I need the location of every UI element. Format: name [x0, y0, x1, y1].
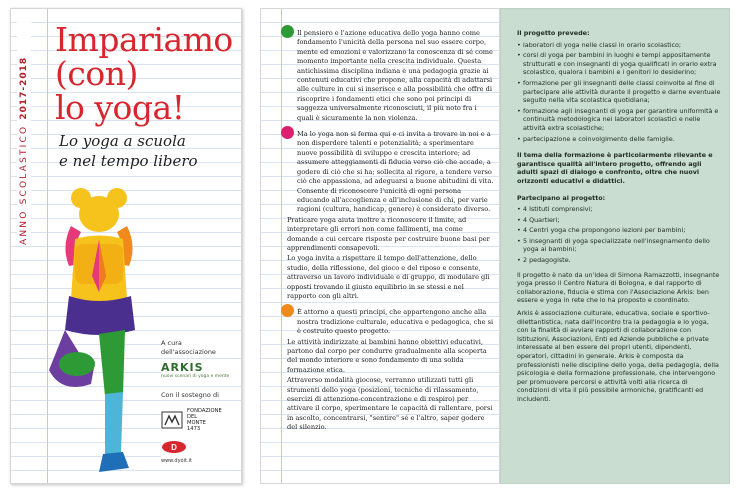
- svg-text:D: D: [171, 443, 177, 452]
- paragraph-project: [287, 308, 495, 432]
- school-year-text: ANNO SCOLASTICO: [19, 124, 29, 245]
- a-cura-label: A cura: [161, 339, 241, 348]
- info-panel: [500, 8, 730, 484]
- yoga-figure-illustration: [39, 184, 159, 484]
- fondazione-line-2: DEL: [187, 414, 198, 420]
- paragraph-potential: [287, 130, 495, 301]
- list-item: • 4 Istituti comprensivi;: [517, 205, 721, 214]
- margin-line: [281, 9, 282, 483]
- credits-block: [161, 339, 241, 466]
- training-statement: Il tema della formazione è particolarmente rilevante e garantisce qualità all'intero progetto, offrendo agli adulti spazi di dialogo e confronto, oltre che nuovi orizzonti educativi e didattici.: [517, 151, 713, 185]
- cover-panel: [10, 8, 242, 484]
- fondazione-text: [187, 408, 222, 432]
- paragraph-text: Le attività indirizzate ai bambini hanno obiettivi educativi, partono dal corpo per condurre gradualmente alla scoperta del mondo interiore e sono fondamento di una solida formazione etica.: [287, 337, 487, 374]
- fondazione-logo: [161, 408, 241, 432]
- paragraph-text: Il pensiero e l'azione educativa dello yoga hanno come fondamento l'unicità della persona nel suo essere corpo, mente ed emozioni e valorizzano la conoscenza di sé come momento importante nella crescita individuale. Questa antichissima disciplina indiana è una pedagogia grazie ai contenuti educativi che propone, alla capacità di adattarsi alle culture in cui si inserisce e alla possibilità che offre di riscoprire i fondamenti etici che sono poi principi di saggezza universalmente riconosciuti, il più noto fra i quali è sicuramente la non violenza.: [297, 29, 493, 122]
- list-item: • formazione agli insegnanti di yoga per garantire uniformità e continuità metodologica nei laboratori scolastici e nelle attività extra scolastiche;: [517, 107, 721, 133]
- year-text: 2017-2018: [19, 56, 29, 120]
- paragraph-text: Lo yoga invita a rispettare il tempo dell'attenzione, dello studio, della riflessione, del gioco e del riposo e consente, attraverso un lavoro individuale e di gruppo, di modulare gli opposti trovando il giusto equilibrio in se stessi e nel rapporto con gli altri.: [287, 254, 490, 300]
- paragraph-principles: [287, 29, 495, 123]
- fondazione-line-1: FONDAZIONE: [187, 408, 222, 414]
- project-heading: Il progetto prevede:: [517, 29, 590, 37]
- fondazione-year: 1473: [187, 426, 201, 432]
- title-line-1: Impariamo: [55, 20, 233, 59]
- paragraph-text: È attorno a questi principi, che appartengono anche alla nostra tradizione culturale, educativa e pedagogica, che si è costruito questo progetto.: [297, 308, 494, 336]
- subtitle-line-1: Lo yoga a scuola: [59, 132, 186, 150]
- dyoit-emblem-icon: [161, 440, 187, 454]
- arkis-tagline: nuovi scenari di yoga e mente: [161, 374, 230, 379]
- association-label: dell'associazione: [161, 348, 241, 357]
- subtitle-line-2: e nel tempo libero: [59, 152, 198, 170]
- list-item: • 5 insegnanti di yoga specializzate nell'insegnamento dello yoga ai bambini;: [517, 237, 721, 254]
- project-list: [517, 41, 721, 144]
- list-item: • 4 Quartieri;: [517, 216, 721, 225]
- pink-dot-icon: [281, 126, 294, 139]
- dyoit-logo: [161, 440, 241, 466]
- cover-title: [55, 20, 242, 127]
- origin-paragraph: Il progetto è nato da un'idea di Simona Ramazzotti, insegnante yoga presso il Centro Natura di Bologna, e dal rapporto di collaborazione, fiducia e stima con l'Associazione Arkis: ben essere e yoga in rete che lo ha proposto e coordinato.: [517, 270, 720, 305]
- participants-list: [517, 205, 721, 265]
- cover-subtitle: [59, 131, 239, 171]
- green-dot-icon: [281, 25, 294, 38]
- arkis-paragraph: Arkis è associazione culturale, educativa, sociale e sportivo-dilettantistica, nata dall'incontro tra la pedagogia e lo yoga, con la finalità di avviare rapporti di collaborazione con Istituzioni, Associazioni, Enti ed Aziende pubbliche e private interessate al ben essere dei propri utenti, dipendenti, operatori, cittadini in generale. Arkis è composta da professionisti nelle discipline dello yoga, della pedagogia, della psicologia e della formazione professionale, che intervengono per promuovere percorsi e attività volti alla ricerca di condizioni di vita il più possibile armoniche, gratificanti ed includenti.: [517, 309, 719, 403]
- title-line-3: lo yoga!: [55, 88, 185, 127]
- participants-heading: Partecipano al progetto:: [517, 193, 606, 202]
- fondazione-line-3: MONTE: [187, 420, 206, 426]
- school-year-label: [17, 15, 31, 245]
- fondazione-emblem-icon: [161, 411, 183, 429]
- list-item: • laboratori di yoga nelle classi in orario scolastico;: [517, 41, 721, 50]
- paragraph-text: Ma lo yoga non si ferma qui e ci invita a trovare in noi e a non disperdere talenti e potenzialità; a sperimentare nuove possibilità di sviluppo e crescita interiore; ad assumere atteggiamenti di fiducia verso ciò che accade, a godere di ciò che si ha; sollecita al rigore, a tendere verso ciò che appassiona, ad adeguarsi a buone abitudini di vita. Consente di riconoscere l'unicità di ogni persona educando all'accoglienza e all'inclusione di chi, per varie ragioni (cultura, handicap, genere) è considerato diverso.: [297, 130, 494, 214]
- support-label: Con il sostegno di: [161, 391, 241, 400]
- dyoit-url: www.dyoit.it: [161, 458, 192, 464]
- list-item: • 2 pedagogiste.: [517, 256, 721, 265]
- title-line-2: (con): [55, 54, 138, 93]
- paragraph-text: Praticare yoga aiuta inoltre a riconoscere il limite, ad interpretare gli errori non come fallimenti, ma come domande a cui cercare risposte per costruire buone basi per apprendimenti consapevoli.: [287, 215, 490, 252]
- arkis-logo: [161, 363, 241, 381]
- text-panel: [260, 8, 500, 484]
- arkis-name: ARKIS: [161, 361, 204, 374]
- list-item: • 4 Centri yoga che propongono lezioni per bambini;: [517, 226, 721, 235]
- list-item: • partecipazione e coinvolgimento delle famiglie.: [517, 135, 721, 144]
- paragraph-text: Attraverso modalità giocose, verranno utilizzati tutti gli strumenti dello yoga (posizioni, tecniche di rilassamento, esercizi di attenzione-concentrazione e di respiro) per attivare il corpo, sperimentare le capacità di rallentare, porsi in ascolto, concentrarsi, "sentire" sé e l'altro, saper godere del silenzio.: [287, 376, 493, 432]
- list-item: • formazione per gli insegnanti delle classi coinvolte al fine di partecipare alle attività durante il progetto e darne eventuale seguito nella vita scolastica quotidiana;: [517, 79, 721, 105]
- list-item: • corsi di yoga per bambini in luoghi e tempi appositamente strutturati e con insegnanti di yoga qualificati in orario extra scolastico, qualora i bambini e i genitori lo desiderino;: [517, 51, 721, 77]
- info-content: [517, 29, 721, 408]
- body-text: [287, 29, 495, 440]
